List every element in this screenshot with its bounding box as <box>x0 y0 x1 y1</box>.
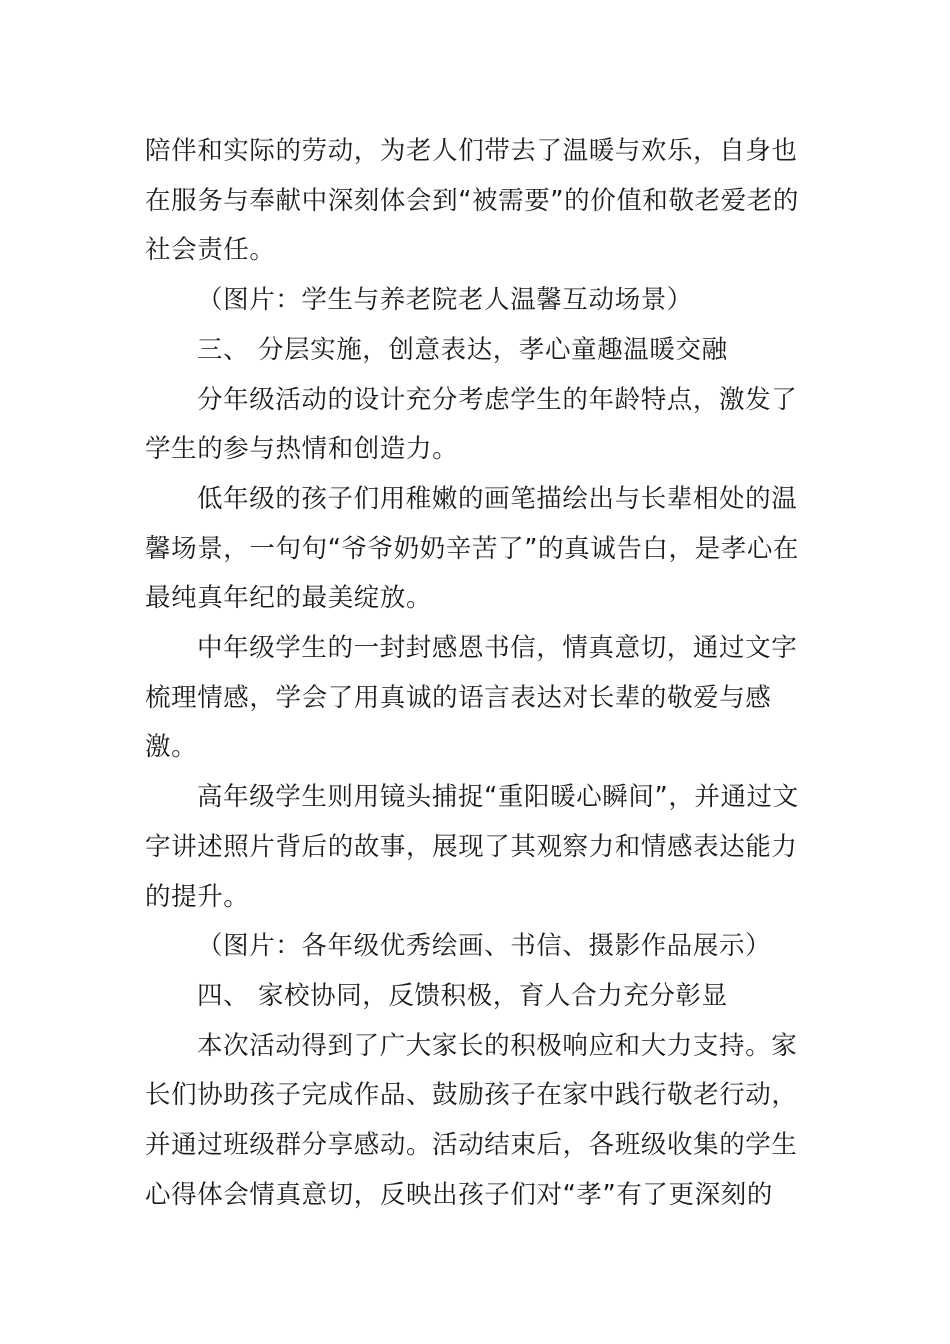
paragraph-parents: 本次活动得到了广大家长的积极响应和大力支持。家长们协助孩子完成作品、鼓励孩子在家中践行敬老行动，并通过班级群分享感动。活动结束后，各班级收集的学生心得体会情真意切，反映出孩子们对“孝”有了更深刻的 <box>145 1030 798 1210</box>
section-heading-3: 三、 分层实施，创意表达，孝心童趣温暖交融 <box>197 334 728 365</box>
section-heading-4: 四、 家校协同，反馈积极，育人合力充分彰显 <box>197 980 728 1011</box>
paragraph-continued: 陪伴和实际的劳动，为老人们带去了温暖与欢乐，自身也在服务与奉献中深刻体会到“被需要”的价值和敬老爱老的社会责任。 <box>145 136 800 266</box>
image-caption-2: （图片：各年级优秀绘画、书信、摄影作品展示） <box>197 931 772 962</box>
document-body <box>145 127 815 1220</box>
paragraph-grade-design: 分年级活动的设计充分考虑学生的年龄特点，激发了学生的参与热情和创造力。 <box>145 384 798 465</box>
paragraph-upper-grade: 高年级学生则用镜头捕捉“重阳暖心瞬间”，并通过文字讲述照片背后的故事，展现了其观察力和情感表达能力的提升。 <box>145 782 799 912</box>
paragraph-lower-grade: 低年级的孩子们用稚嫩的画笔描绘出与长辈相处的温馨场景，一句句“爷爷奶奶辛苦了”的真诚告白，是孝心在最纯真年纪的最美绽放。 <box>145 483 800 614</box>
paragraph-middle-grade: 中年级学生的一封封感恩书信，情真意切，通过文字梳理情感，学会了用真诚的语言表达对长辈的敬爱与感激。 <box>145 633 798 763</box>
image-caption-1: （图片：学生与养老院老人温馨互动场景） <box>197 285 693 316</box>
